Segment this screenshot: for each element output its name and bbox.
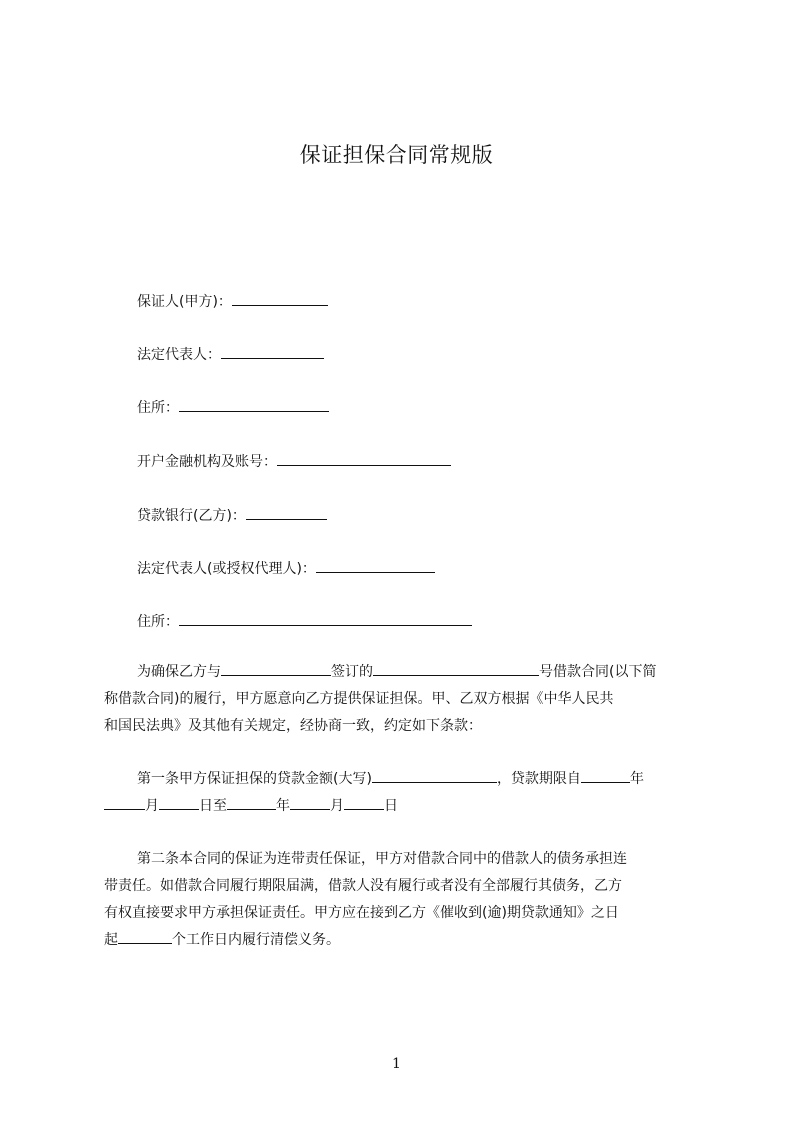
article-2-text-b: 个工作日内履行清偿义务。 <box>172 932 340 948</box>
intro-line-2: 称借款合同)的履行，甲方愿意向乙方提供保证担保。甲、乙双方根据《中华人民共 <box>104 691 614 707</box>
legal-rep2-field <box>137 558 435 579</box>
lender-label: 贷款银行(乙方)： <box>137 508 246 524</box>
bank-account-field <box>137 451 451 472</box>
intro-line-1 <box>104 659 700 686</box>
legal-rep2-blank[interactable] <box>316 558 435 573</box>
address1-blank[interactable] <box>179 397 329 412</box>
bank-account-label: 开户金融机构及账号： <box>137 454 277 470</box>
article-1-line-2 <box>104 793 700 820</box>
address1-field <box>137 397 329 418</box>
article-1-text-g: 月 <box>330 798 344 814</box>
article-1 <box>104 766 700 820</box>
intro-paragraph <box>104 659 700 740</box>
lender-field <box>137 505 327 526</box>
end-day-blank[interactable] <box>344 795 384 810</box>
intro-text-a: 为确保乙方与 <box>137 664 221 680</box>
article-2-line-2: 带责任。如借款合同履行期限届满，借款人没有履行或者没有全部履行其债务，乙方 <box>104 878 622 894</box>
article-1-line-1 <box>104 766 700 793</box>
article-1-text-b: ，贷款期限自 <box>496 771 581 787</box>
start-month-blank[interactable] <box>104 795 145 810</box>
legal-rep1-blank[interactable] <box>221 344 324 359</box>
lender-blank[interactable] <box>246 505 327 520</box>
article-1-text-h: 日 <box>384 798 398 814</box>
guarantor-label: 保证人(甲方)： <box>137 294 232 310</box>
page-number: 1 <box>392 1056 401 1072</box>
end-month-blank[interactable] <box>290 795 330 810</box>
document-title: 保证担保合同常规版 <box>299 143 494 167</box>
intro-line-3: 和国民法典》及其他有关规定，经协商一致，约定如下条款： <box>104 718 482 734</box>
article-2-line-3: 有权直接要求甲方承担保证责任。甲方应在接到乙方《催收到(逾)期贷款通知》之日 <box>104 905 619 921</box>
end-year-blank[interactable] <box>227 795 276 810</box>
article-2 <box>104 846 700 954</box>
guarantor-field <box>137 291 328 312</box>
article-1-text-d: 月 <box>145 798 159 814</box>
article-2-line-4 <box>104 927 700 954</box>
article-1-text-e: 日至 <box>199 798 227 814</box>
start-year-blank[interactable] <box>581 768 630 783</box>
address1-label: 住所： <box>137 400 179 416</box>
article-1-text-a: 第一条甲方保证担保的贷款金额(大写) <box>137 771 372 787</box>
guarantor-blank[interactable] <box>232 291 328 306</box>
start-day-blank[interactable] <box>159 795 199 810</box>
bank-account-blank[interactable] <box>277 451 451 466</box>
legal-rep2-label: 法定代表人(或授权代理人)： <box>137 561 316 577</box>
address2-field <box>137 611 472 632</box>
address2-label: 住所： <box>137 614 179 630</box>
article-1-text-f: 年 <box>276 798 290 814</box>
legal-rep1-label: 法定代表人： <box>137 347 221 363</box>
working-days-blank[interactable] <box>118 929 172 944</box>
article-1-text-c: 年 <box>629 771 644 787</box>
address2-blank[interactable] <box>179 611 472 626</box>
legal-rep1-field <box>137 344 324 365</box>
contract-party-blank[interactable] <box>221 661 331 676</box>
article-2-text-a: 起 <box>104 932 118 948</box>
loan-amount-blank[interactable] <box>372 768 497 783</box>
contract-number-blank[interactable] <box>373 661 539 676</box>
intro-text-b: 签订的 <box>331 664 373 680</box>
article-2-line-1: 第二条本合同的保证为连带责任保证，甲方对借款合同中的借款人的债务承担连 <box>137 851 627 867</box>
intro-text-c: 号借款合同(以下简 <box>539 664 657 680</box>
